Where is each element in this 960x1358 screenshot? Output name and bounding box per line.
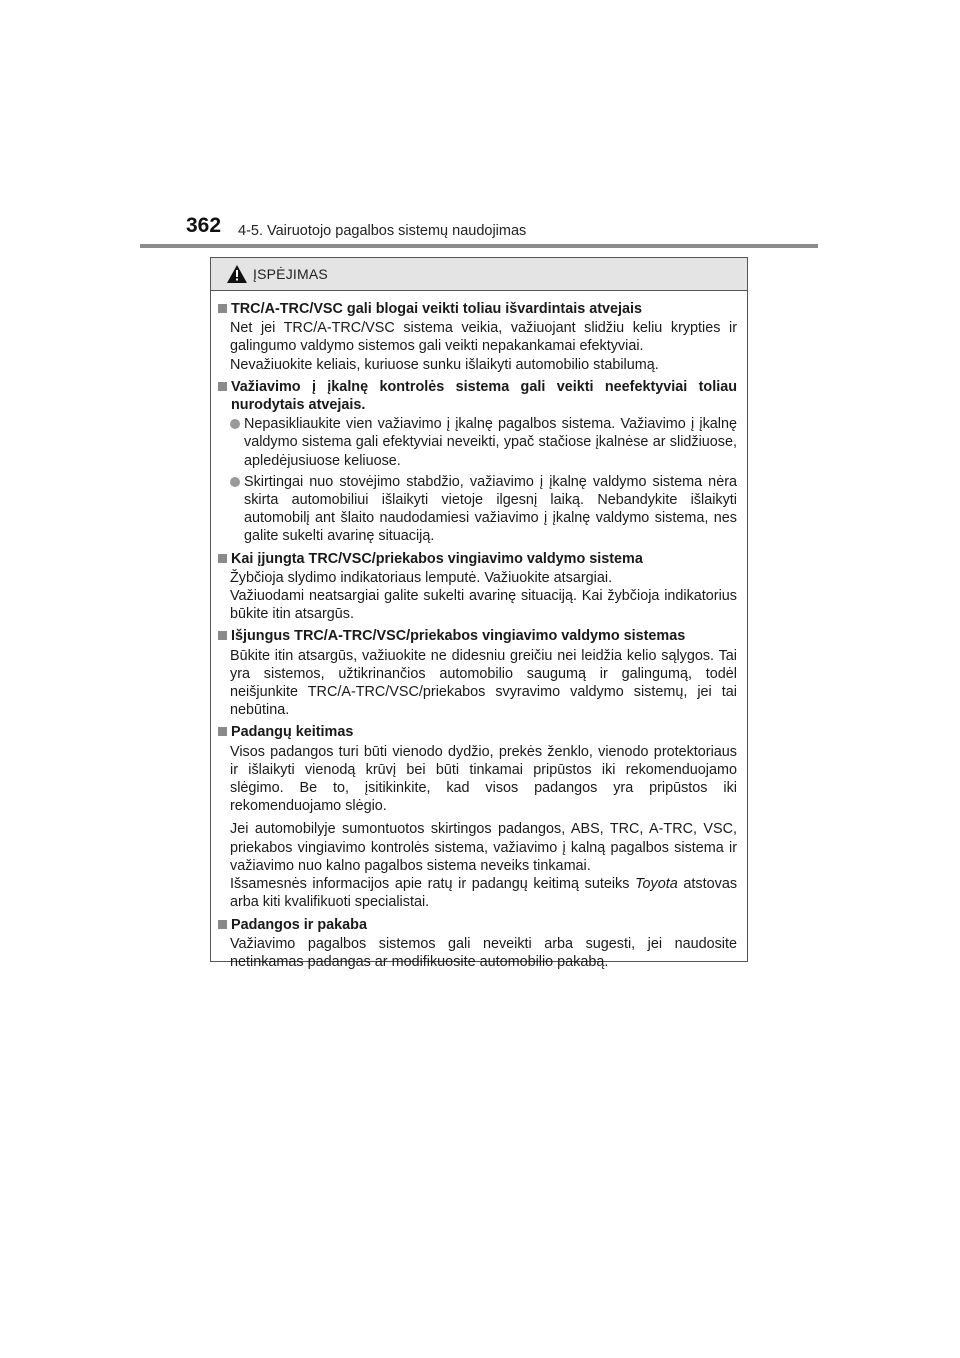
section-heading: Kai įjungta TRC/VSC/priekabos vingiavimo valdymo sistema bbox=[231, 550, 643, 567]
warning-body bbox=[211, 291, 747, 971]
square-bullet-icon bbox=[218, 382, 227, 391]
paragraph-line: Žybčioja slydimo indikatoriaus lemputė. Važiuokite atsargiai. bbox=[230, 569, 613, 586]
paragraph: Būkite itin atsargūs, važiuokite ne didesniu greičiu nei leidžia kelio sąlygos. Tai yra sistemos, užtikrinančios automobilio saugumą ir galingumą, todėl neišjunkite TRC/A-TRC/VSC/priekabos svyravimo valdymo sistemų, jei tai nebūtina. bbox=[230, 647, 737, 719]
list-item bbox=[230, 415, 737, 470]
section-tire-change bbox=[218, 723, 737, 911]
paragraph-line bbox=[230, 875, 737, 911]
paragraph-line: Važiuodami neatsargiai galite sukelti avarinę situaciją. Kai žybčioja indikatorius būkite itin atsargūs. bbox=[230, 588, 737, 623]
list-item bbox=[230, 473, 737, 546]
paragraph-line: Nevažiuokite keliais, kuriuose sunku išlaikyti automobilio stabilumą. bbox=[230, 356, 659, 373]
section-heading: Važiavimo į įkalnę kontrolės sistema gali veikti neefektyviai toliau nurodytais atvejais. bbox=[231, 378, 737, 414]
round-bullet-icon bbox=[230, 419, 240, 429]
paragraph: Važiavimo pagalbos sistemos gali neveikti arba sugesti, jei naudosite netinkamas padangas ar modifikuosite automobilio pakabą. bbox=[230, 935, 737, 970]
section-trc-malfunction bbox=[218, 300, 737, 374]
brand-name: Toyota bbox=[635, 876, 678, 893]
section-heading: TRC/A-TRC/VSC gali blogai veikti toliau išvardintais atvejais bbox=[231, 301, 643, 317]
chapter-title: 4-5. Vairuotojo pagalbos sistemų naudojimas bbox=[238, 223, 527, 239]
section-heading: Išjungus TRC/A-TRC/VSC/priekabos vingiavimo valdymo sistemas bbox=[231, 628, 686, 645]
paragraph bbox=[230, 569, 737, 624]
square-bullet-icon bbox=[218, 920, 227, 929]
warning-triangle-icon bbox=[227, 265, 247, 283]
paragraph: Visos padangos turi būti vienodo dydžio, prekės ženklo, vienodo protektoriaus ir išlaikyti vienodą krūvį bei būti tinkamai pripūstos iki rekomenduojamo slėgimo. Be to, įsitikinkite, kad visos padangos yra pripūstos iki rekomenduojamo slėgio. bbox=[230, 743, 737, 815]
paragraph bbox=[230, 319, 737, 374]
section-heading: Padangos ir pakaba bbox=[231, 916, 367, 933]
warning-title: ĮSPĖJIMAS bbox=[253, 266, 328, 282]
warning-header bbox=[211, 258, 747, 291]
square-bullet-icon bbox=[218, 727, 227, 736]
section-tires-suspension bbox=[218, 916, 737, 972]
square-bullet-icon bbox=[218, 554, 227, 563]
paragraph-line: Jei automobilyje sumontuotos skirtingos padangos, ABS, TRC, A-TRC, VSC, priekabos vingiavimo kontrolės sistema, važiavimo į kalną pagalbos sistema ir važiavimo nuo kalno pagalbos sistema neveiks tinkamai. bbox=[230, 821, 737, 874]
section-trc-active bbox=[218, 550, 737, 624]
section-hill-start bbox=[218, 378, 737, 546]
square-bullet-icon bbox=[218, 631, 227, 640]
list-item-text: Nepasikliaukite vien važiavimo į įkalnę pagalbos sistema. Važiavimo į įkalnę valdymo sistema gali efektyviai neveikti, ypač stačiose įkalnėse ar slidžiuose, apledėjusiuose keliuose. bbox=[244, 416, 737, 469]
page-number: 362 bbox=[186, 214, 222, 237]
paragraph bbox=[230, 820, 737, 911]
header-divider bbox=[140, 244, 818, 248]
list-item-text: Skirtingai nuo stovėjimo stabdžio, važiavimo į įkalnę valdymo sistema nėra skirta automobiliui išlaikyti vietoje ilgesnį laiką. Nebandykite išlaikyti automobilį ant šlaito naudodamiesi važiavimo į įkalnę valdymo sistema, nes galite sukelti avarinę situaciją. bbox=[244, 473, 737, 545]
round-bullet-icon bbox=[230, 477, 240, 487]
paragraph-line: Net jei TRC/A-TRC/VSC sistema veikia, važiuojant slidžiu keliu krypties ir galingumo valdymo sistemos gali veikti nepakankamai efektyviai. bbox=[230, 320, 737, 355]
warning-box bbox=[210, 257, 748, 970]
section-trc-off bbox=[218, 627, 737, 719]
square-bullet-icon bbox=[218, 304, 227, 313]
section-heading: Padangų keitimas bbox=[231, 724, 354, 741]
closing-text: atstovas arba kiti kvalifikuoti specialistai. bbox=[230, 876, 738, 911]
closing-text: Išsamesnės informacijos apie ratų ir padangų keitimą suteiks bbox=[230, 876, 630, 893]
